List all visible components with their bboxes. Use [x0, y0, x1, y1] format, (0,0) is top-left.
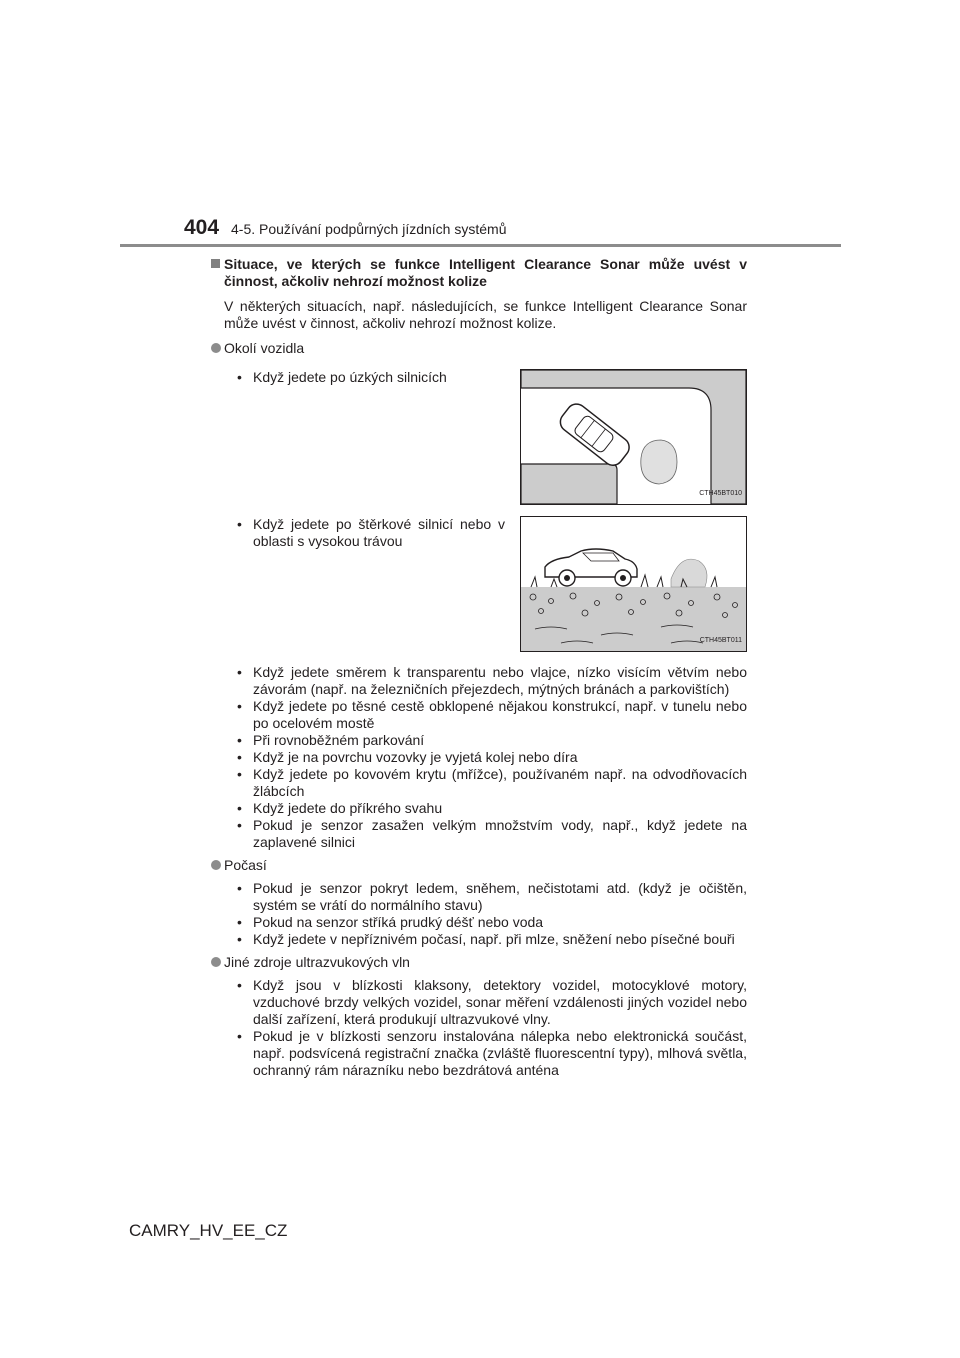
section-heading — [211, 256, 747, 290]
category-heading — [211, 954, 747, 971]
bullet-list — [211, 880, 747, 948]
bullet-list — [211, 369, 505, 386]
list-item: • Když jedete směrem k transparentu nebo vlajce, nízko visícím větvím nebo závorám (např. na železničních přejezdech, mýtných bránách a parkovištích) — [253, 664, 747, 698]
category-title: Okolí vozidla — [224, 340, 305, 356]
main-content — [211, 256, 747, 1085]
list-item: • Když jedete do příkrého svahu — [253, 800, 747, 817]
category-title: Počasí — [224, 857, 267, 873]
intro-paragraph: V některých situacích, např. následujících, se funkce Intelligent Clearance Sonar může uvést v činnost, ačkoliv nehrozí možnost kolize. — [224, 298, 747, 331]
list-item: • Když je na povrchu vozovky je vyjetá kolej nebo díra — [253, 749, 747, 766]
page-number: 404 — [184, 216, 220, 239]
figure-row — [211, 363, 747, 505]
circle-bullet-icon — [211, 957, 221, 967]
list-item: • Pokud je senzor pokryt ledem, sněhem, nečistotami atd. (když je očištěn, systém se vrátí do normálního stavu) — [253, 880, 747, 914]
document-code: CAMRY_HV_EE_CZ — [129, 1221, 288, 1240]
section-title: 4-5. Používání podpůrných jízdních systémů — [231, 221, 507, 237]
bullet-list — [211, 977, 747, 1079]
category-heading — [211, 340, 747, 357]
section-heading-text: Situace, ve kterých se funkce Intelligent Clearance Sonar může uvést v činnost, ačkoliv nehrozí možnost kolize — [224, 256, 747, 289]
bullet-list — [211, 664, 747, 851]
header-rule — [120, 244, 841, 247]
gravel-road-illustration — [520, 516, 747, 652]
list-item: • Když jsou v blízkosti klaksony, detektory vozidel, motocyklové motory, vzduchové brzdy velkých vozidel, sonar měření vzdálenosti jiných vozidel nebo další zařízení, která produkují ultrazvukové vlny. — [253, 977, 747, 1028]
category-title: Jiné zdroje ultrazvukových vln — [224, 954, 410, 970]
list-item: • Při rovnoběžném parkování — [253, 732, 747, 749]
list-item: • Pokud na senzor stříká prudký déšť nebo voda — [253, 914, 747, 931]
figure-code: CTH45BT010 — [699, 490, 742, 497]
figure-code: CTH45BT011 — [699, 637, 742, 644]
bullet-list — [211, 516, 505, 550]
list-item: • Když jedete po kovovém krytu (mřížce), používaném např. na odvodňovacích žlábcích — [253, 766, 747, 800]
list-item: • Pokud je senzor zasažen velkým množstvím vody, např., když jedete na zaplavené silnici — [253, 817, 747, 851]
figure-row — [211, 516, 747, 652]
narrow-road-illustration — [520, 369, 747, 505]
narrow-road-svg — [521, 370, 746, 504]
category-heading — [211, 857, 747, 874]
list-item: • Pokud je v blízkosti senzoru instalována nálepka nebo elektronická součást, např. podsvícená registrační značka (zvláště fluorescentní typy), mlhová světla, ochranný rám nárazníku nebo bezdrátová anténa — [253, 1028, 747, 1079]
circle-bullet-icon — [211, 860, 221, 870]
list-item: • Když jedete po štěrkové silnicí nebo v oblasti s vysokou trávou — [253, 516, 505, 550]
gravel-road-svg — [521, 517, 746, 651]
circle-bullet-icon — [211, 343, 221, 353]
list-item: • Když jedete po úzkých silnicích — [253, 369, 505, 386]
list-item: • Když jedete po těsné cestě obklopené nějakou konstrukcí, např. v tunelu nebo po ocelovém mostě — [253, 698, 747, 732]
list-item: • Když jedete v nepříznivém počasí, např. při mlze, sněžení nebo písečné bouři — [253, 931, 747, 948]
square-bullet-icon — [211, 259, 220, 268]
